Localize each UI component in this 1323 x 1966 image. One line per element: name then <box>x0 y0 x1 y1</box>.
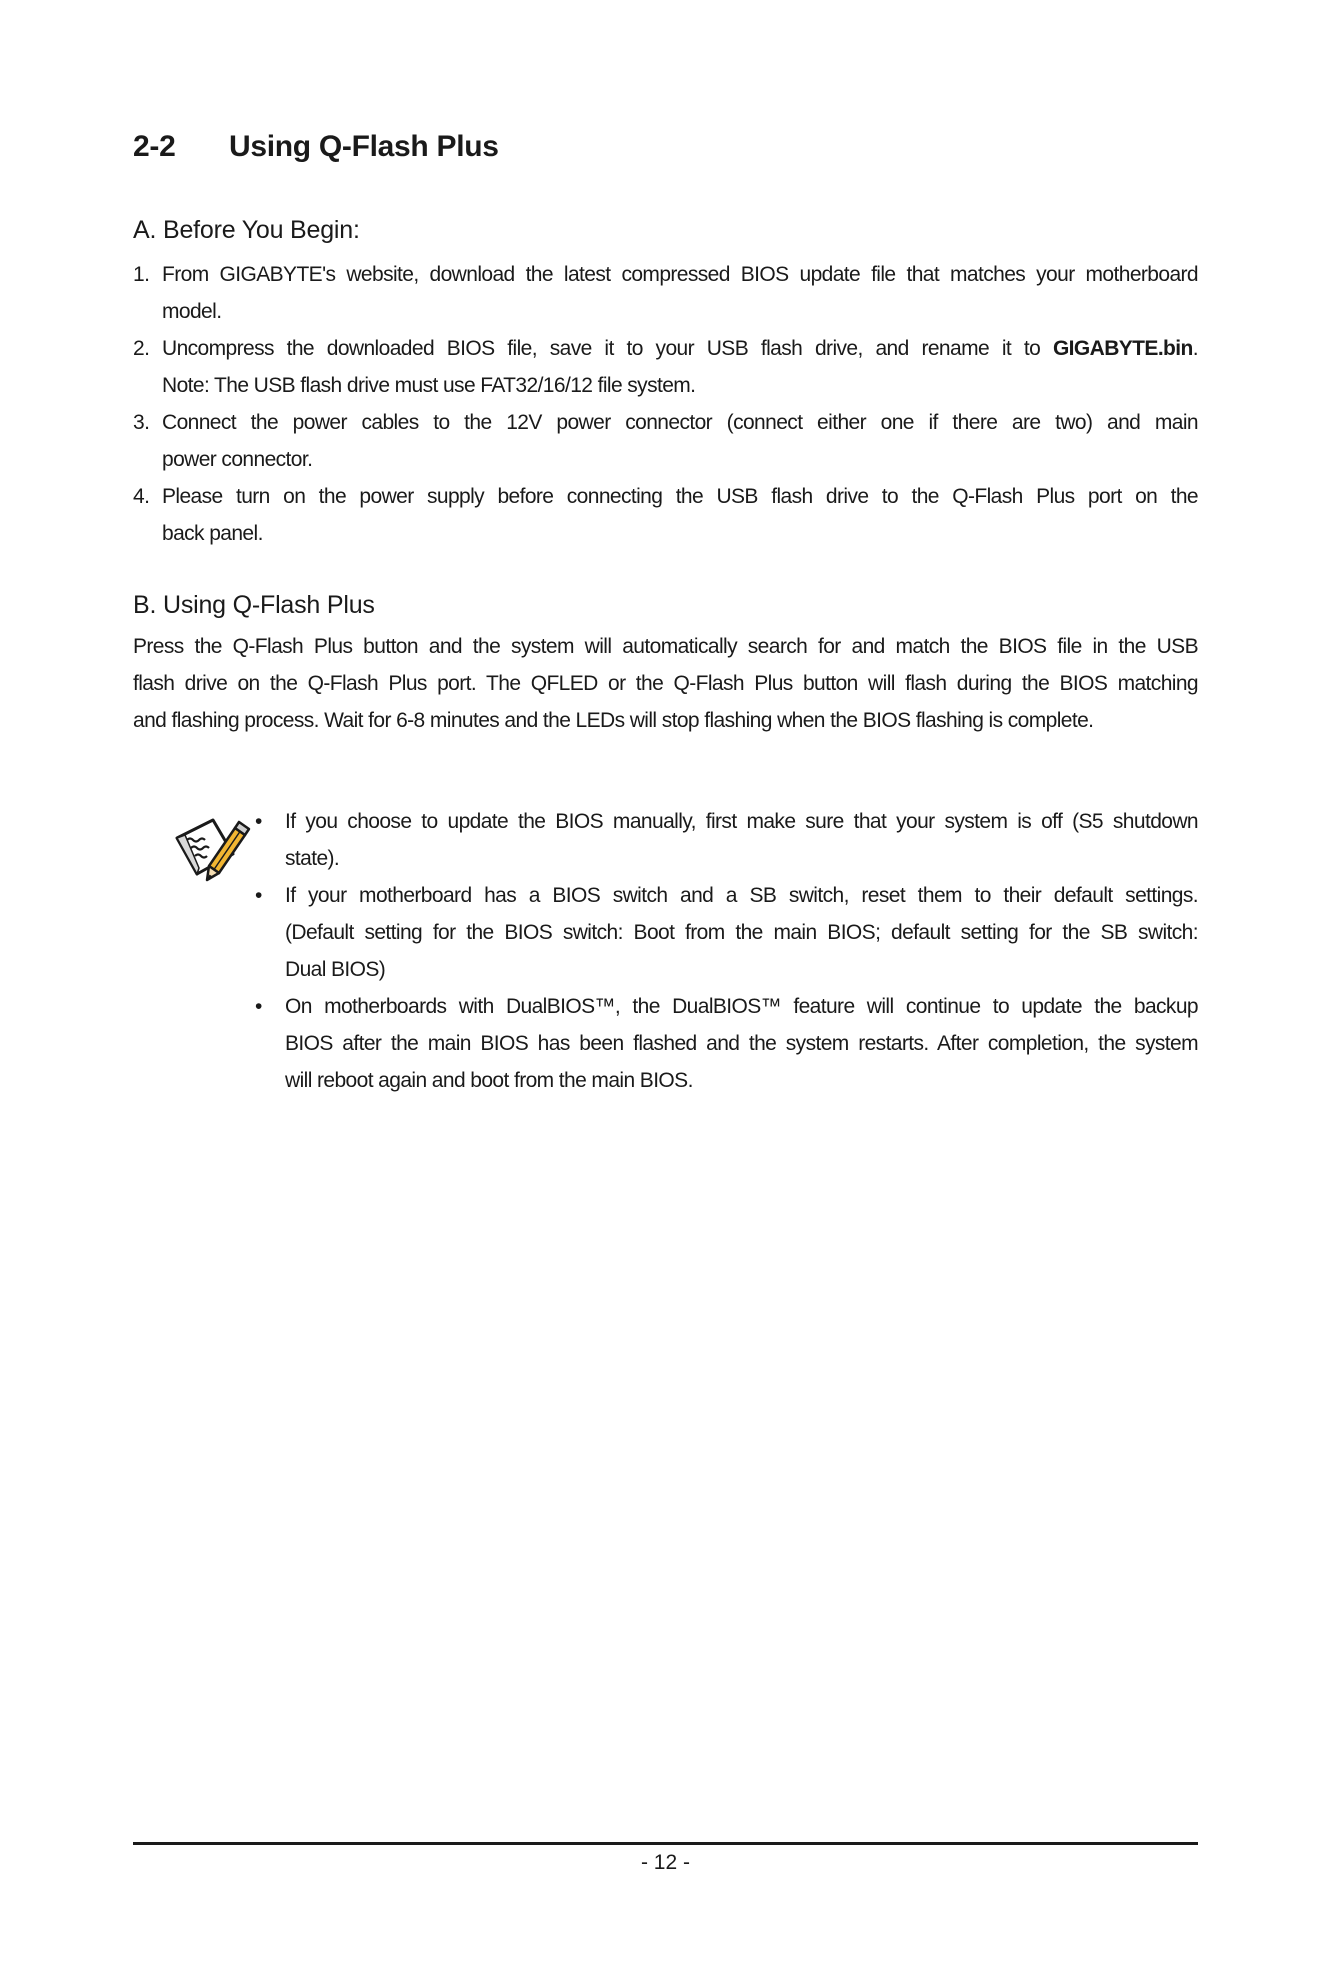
note-line: (Default setting for the BIOS switch: Boot from the main BIOS; default setting for the SB switch: <box>285 921 1198 944</box>
page-number: - 12 - <box>640 1851 690 1874</box>
list-item-line: From GIGABYTE's website, download the latest compressed BIOS update file that matches your motherboard <box>162 263 1198 286</box>
list-marker: 1. <box>133 263 150 286</box>
section-number: 2-2 <box>133 130 176 163</box>
note-bullet: • <box>255 995 262 1018</box>
note-item <box>251 803 1198 877</box>
note-item <box>251 988 1198 1099</box>
paragraph-line: Press the Q-Flash Plus button and the system will automatically search for and match the BIOS file in the USB <box>133 635 1198 658</box>
bios-filename: GIGABYTE.bin <box>1052 337 1193 360</box>
note-line: will reboot again and boot from the main BIOS. <box>285 1069 693 1092</box>
list-item-text-end: . <box>1192 337 1198 360</box>
list-item-line: back panel. <box>162 522 263 545</box>
list-item <box>133 404 1198 478</box>
list-item-line: model. <box>162 300 222 323</box>
list-item <box>133 256 1198 330</box>
paragraph-line: and flashing process. Wait for 6-8 minutes and the LEDs will stop flashing when the BIOS flashing is complete. <box>133 709 1094 732</box>
section-heading <box>133 130 499 164</box>
note-item <box>251 877 1198 988</box>
note-line: Dual BIOS) <box>285 958 386 981</box>
list-marker: 3. <box>133 411 150 434</box>
note-pencil-icon <box>171 808 251 888</box>
note-line: On motherboards with DualBIOS™, the DualBIOS™ feature will continue to update the backup <box>285 995 1198 1018</box>
manual-page <box>133 0 1198 1966</box>
list-item <box>133 478 1198 552</box>
before-you-begin-heading: A. Before You Begin: <box>133 216 360 244</box>
list-item-line: Please turn on the power supply before connecting the USB flash drive to the Q-Flash Plus port on the <box>162 485 1198 508</box>
before-you-begin-list <box>133 256 1198 552</box>
list-marker: 4. <box>133 485 150 508</box>
using-qflash-paragraph <box>133 628 1198 739</box>
note-line: BIOS after the main BIOS has been flashed and the system restarts. After completion, the system <box>285 1032 1198 1055</box>
note-bullet: • <box>255 810 262 833</box>
note-line: If your motherboard has a BIOS switch and a SB switch, reset them to their default settings. <box>285 884 1198 907</box>
list-item-line <box>162 330 1198 367</box>
note-line: If you choose to update the BIOS manually, first make sure that your system is off (S5 shutdown <box>285 810 1198 833</box>
note-line: state). <box>285 847 340 870</box>
notes-list <box>251 803 1198 1099</box>
footer-rule <box>133 1842 1198 1845</box>
list-item-line: Note: The USB flash drive must use FAT32/16/12 file system. <box>162 374 696 397</box>
section-title: Using Q-Flash Plus <box>229 130 499 163</box>
note-bullet: • <box>255 884 262 907</box>
list-marker: 2. <box>133 337 150 360</box>
paragraph-line: flash drive on the Q-Flash Plus port. The QFLED or the Q-Flash Plus button will flash during the BIOS matching <box>133 672 1198 695</box>
list-item-line: Connect the power cables to the 12V power connector (connect either one if there are two) and main <box>162 411 1198 434</box>
using-qflash-heading: B. Using Q-Flash Plus <box>133 591 375 619</box>
list-item-line: power connector. <box>162 448 313 471</box>
list-item-text: Uncompress the downloaded BIOS file, save it to your USB flash drive, and rename it to <box>162 337 1053 360</box>
list-item <box>133 330 1198 404</box>
